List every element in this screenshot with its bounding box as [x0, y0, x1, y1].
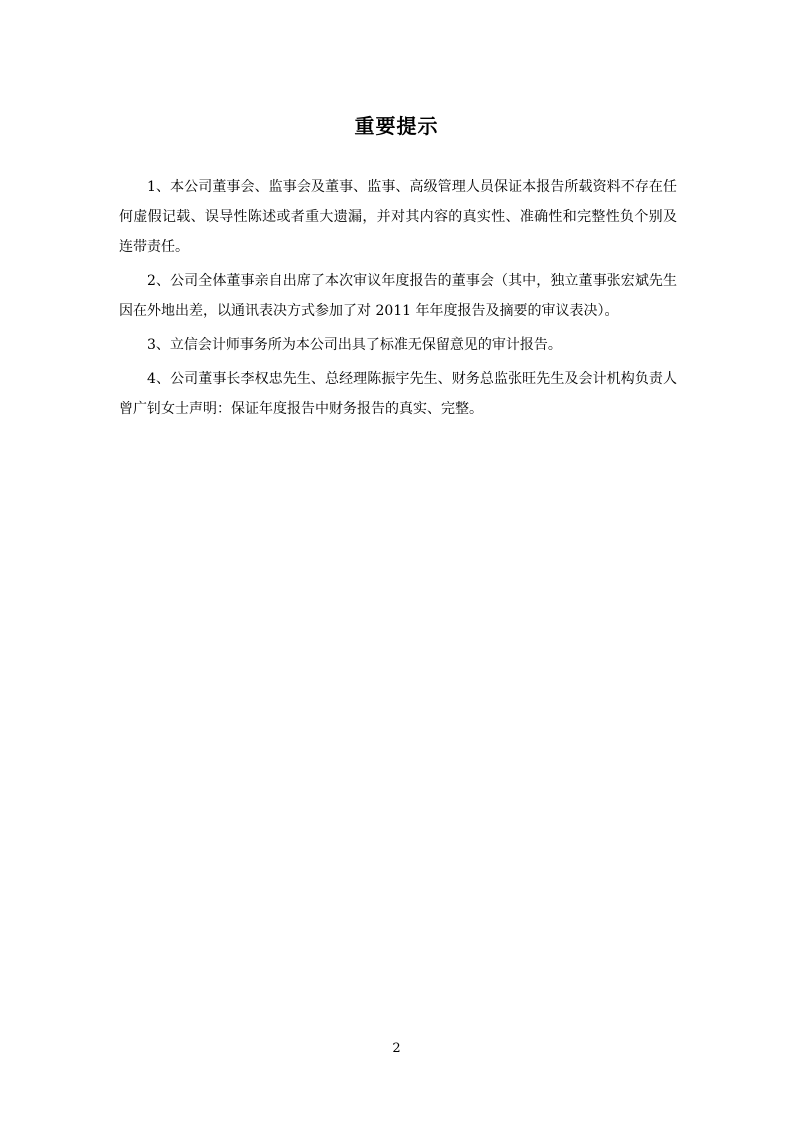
- notice-paragraph-1: 1、本公司董事会、监事会及董事、监事、高级管理人员保证本报告所载资料不存在任何虚假记载、误导性陈述或者重大遗漏，并对其内容的真实性、准确性和完整性负个别及连带责任。: [119, 179, 677, 255]
- notice-paragraph-4: 4、公司董事长李权忠先生、总经理陈振宇先生、财务总监张旺先生及会计机构负责人曾广钊女士声明：保证年度报告中财务报告的真实、完整。: [119, 371, 677, 417]
- notice-paragraph-3: 3、立信会计师事务所为本公司出具了标准无保留意见的审计报告。: [147, 337, 562, 353]
- page-title: 重要提示: [354, 114, 439, 138]
- notice-paragraph-2: 2、公司全体董事亲自出席了本次审议年度报告的董事会（其中，独立董事张宏斌先生因在外地出差，以通讯表决方式参加了对 2011 年年度报告及摘要的审议表决）。: [119, 273, 677, 319]
- page-number: 2: [392, 1041, 401, 1056]
- notice-body: [119, 172, 677, 428]
